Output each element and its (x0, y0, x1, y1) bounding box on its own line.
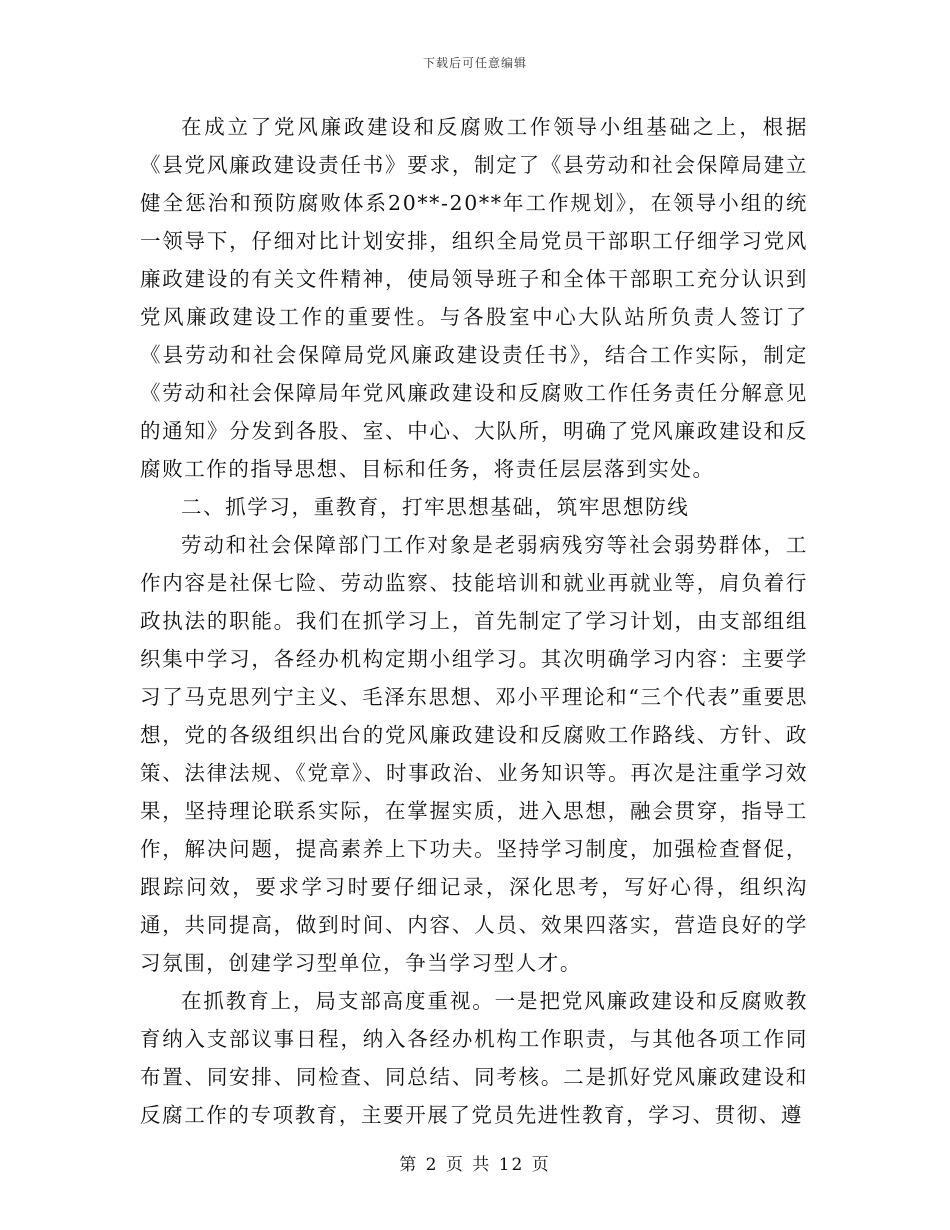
paragraph-study: 劳动和社会保障部门工作对象是老弱病残穷等社会弱势群体，工作内容是社保七险、劳动监察、技能培训和就业再就业等，肩负着行政执法的职能。我们在抓学习上，首先制定了学习计划，由支部组组织集中学习，各经办机构定期小组学习。其次明确学习内容：主要学习了马克思列宁主义、毛泽东思想、邓小平理论和“三个代表”重要思想，党的各级组织出台的党风廉政建设和反腐败工作路线、方针、政策、法律法规、《党章》、时事政治、业务知识等。再次是注重学习效果，坚持理论联系实际，在掌握实质，进入思想，融会贯穿，指导工作，解决问题，提高素养上下功夫。坚持学习制度，加强检查督促，跟踪问效，要求学习时要仔细记录，深化思考，写好心得，组织沟通，共同提高，做到时间、内容、人员、效果四落实，营造良好的学习氛围，创建学习型单位，争当学习型人才。 (140, 533, 808, 975)
paragraph-education: 在抓教育上，局支部高度重视。一是把党风廉政建设和反腐败教育纳入支部议事日程，纳入各经办机构工作职责，与其他各项工作同布置、同安排、同检查、同总结、同考核。二是抓好党风廉政建设和反腐工作的专项教育，主要开展了党员先进性教育，学习、贯彻、遵 (140, 989, 808, 1127)
section-heading-study-education: 二、抓学习，重教育，打牢思想基础，筑牢思想防线 (181, 495, 690, 519)
paragraph-leadership: 在成立了党风廉政建设和反腐败工作领导小组基础之上，根据《县党风廉政建设责任书》要求，制定了《县劳动和社会保障局建立健全惩治和预防腐败体系20**-20**年工作规划》，在领导小组的统一领导下，仔细对比计划安排，组织全局党员干部职工仔细学习党风廉政建设的有关文件精神，使局领导班子和全体干部职工充分认识到党风廉政建设工作的重要性。与各股室中心大队站所负责人签订了《县劳动和社会保障局党风廉政建设责任书》，结合工作实际，制定《劳动和社会保障局年党风廉政建设和反腐败工作任务责任分解意见的通知》分发到各股、室、中心、大队所，明确了党风廉政建设和反腐败工作的指导思想、目标和任务，将责任层层落到实处。 (140, 115, 808, 481)
page-number-footer: 第 2 页 共 12 页 (399, 1155, 551, 1175)
document-body (140, 108, 808, 1134)
page-header: 下载后可任意编辑 (422, 56, 527, 70)
